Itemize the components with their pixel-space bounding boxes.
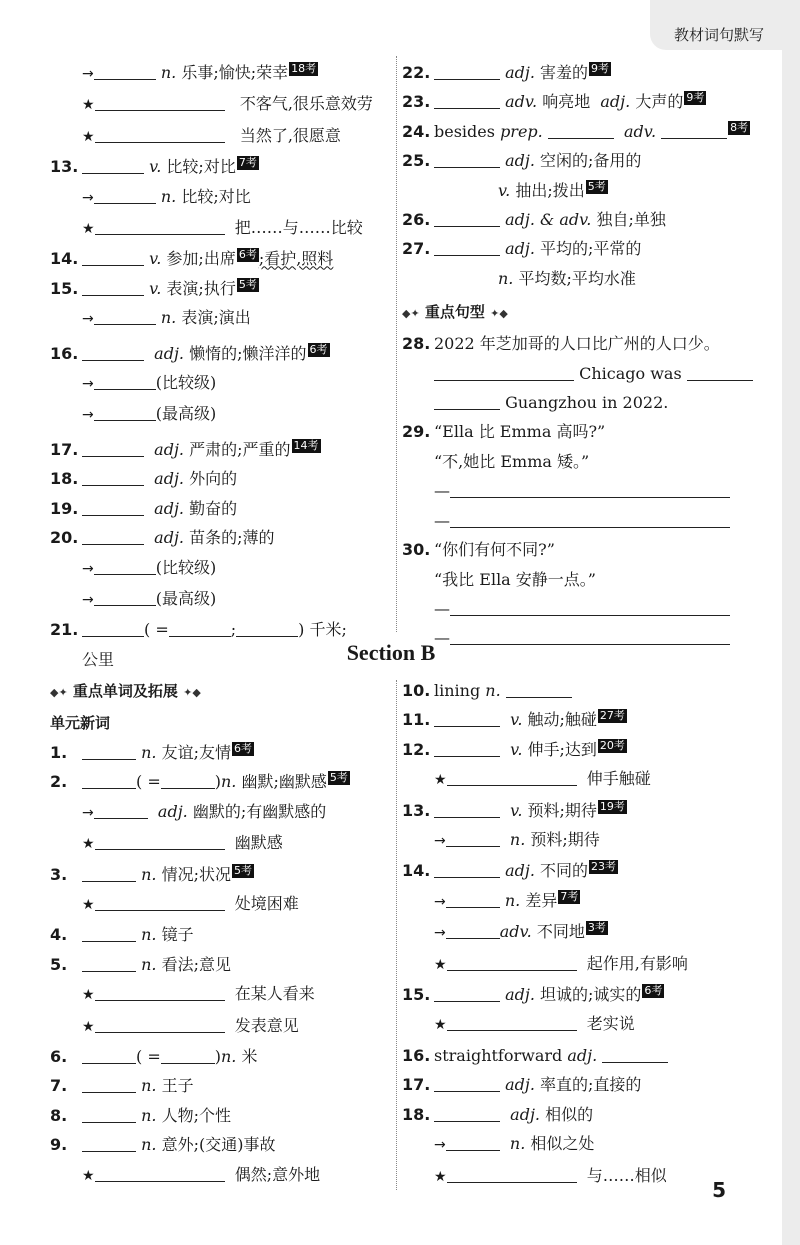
- sentence-row: —: [402, 476, 742, 505]
- answer-blank[interactable]: [82, 953, 136, 972]
- vocab-row: 13. v. 比较;对比 7考: [50, 156, 257, 177]
- answer-blank[interactable]: [434, 799, 500, 818]
- vocab-row: 18. adj. 相似的: [402, 1104, 594, 1124]
- answer-blank[interactable]: [82, 923, 136, 942]
- answer-blank[interactable]: [447, 952, 577, 971]
- answer-blank[interactable]: [94, 800, 148, 819]
- exam-count-badge: 6考: [238, 248, 257, 262]
- vocab-row: 公里: [82, 649, 115, 669]
- answer-blank[interactable]: [95, 1163, 225, 1182]
- exam-count-badge: 8考: [730, 120, 749, 134]
- vocab-row: 6. ( = )n. 米: [50, 1047, 258, 1067]
- answer-blank[interactable]: [95, 92, 225, 111]
- answer-blank[interactable]: [95, 892, 225, 911]
- vocab-row: 23. adv. 响亮地 adj. 大声的 9考: [402, 91, 705, 112]
- vocab-row: → n. 表演;演出: [82, 308, 251, 328]
- vocab-row: 24. besides prep. adv. 8考: [402, 120, 749, 141]
- sentence-row: 28. 2022 年芝加哥的人口比广州的人口少。: [402, 334, 720, 354]
- vocab-row: → (最高级): [82, 588, 217, 608]
- sentence-row: —: [402, 506, 742, 535]
- answer-blank[interactable]: [434, 738, 500, 757]
- exam-count-badge: 19考: [599, 799, 625, 813]
- vocab-row: 9. n. 意外;(交通)事故: [50, 1135, 276, 1155]
- vocab-row: 2. ( = )n. 幽默;幽默感 5考: [50, 771, 348, 792]
- answer-blank[interactable]: [434, 708, 500, 727]
- diamond-icon: ◆✦: [50, 686, 68, 699]
- exam-count-badge: 23考: [591, 860, 617, 874]
- column-divider: [396, 56, 397, 632]
- answer-blank[interactable]: [434, 1073, 500, 1092]
- answer-blank[interactable]: [82, 467, 144, 486]
- header-title: 教材词句默写: [674, 26, 765, 44]
- section-heading: ◆✦ 重点单词及拓展 ✦◆: [50, 682, 201, 700]
- vocab-row: → n. 预料;期待: [434, 830, 600, 850]
- answer-blank[interactable]: [95, 831, 225, 850]
- answer-blank[interactable]: [82, 497, 144, 516]
- vocab-row: 12. v. 伸手;达到 20考: [402, 738, 625, 759]
- vocab-row: 27. adj. 平均的;平常的: [402, 239, 642, 259]
- answer-blank[interactable]: [94, 185, 156, 204]
- exam-count-badge: 27考: [599, 709, 625, 723]
- answer-blank[interactable]: [434, 1103, 500, 1122]
- exam-count-badge: 6考: [233, 742, 252, 755]
- vocab-row: ★ 处境困难: [82, 894, 299, 914]
- vocab-row: 22. adj. 害羞的 9考: [402, 62, 610, 82]
- vocab-row: 7. n. 王子: [50, 1076, 194, 1096]
- vocab-row: ★ 偶然;意外地: [82, 1164, 321, 1184]
- vocab-row: ★ 起作用,有影响: [434, 953, 688, 973]
- vocab-row: ★ 发表意见: [82, 1015, 299, 1035]
- vocab-row: 17. adj. 率直的;直接的: [402, 1075, 642, 1095]
- answer-blank[interactable]: [94, 402, 156, 421]
- answer-blank[interactable]: [82, 277, 144, 296]
- answer-blank[interactable]: [82, 1104, 136, 1123]
- vocab-row: 16. adj. 懒惰的;懒洋洋的 6考: [50, 342, 328, 363]
- answer-blank[interactable]: [450, 479, 730, 498]
- answer-blank[interactable]: [447, 767, 577, 786]
- vocab-row: → (最高级): [82, 404, 217, 424]
- right-top-column: [402, 58, 749, 653]
- vocab-row: 25. adj. 空闲的;备用的: [402, 151, 642, 171]
- vocab-row: 26. adj. & adv. 独自;单独: [402, 210, 666, 230]
- vocab-row: 15. v. 表演;执行 5考: [50, 277, 257, 298]
- answer-blank[interactable]: [82, 342, 144, 361]
- vocab-row: 13. v. 预料;期待 19考: [402, 799, 625, 820]
- vocab-row: 19. adj. 勤奋的: [50, 498, 238, 518]
- vocab-row: ★ 在某人看来: [82, 984, 315, 1004]
- answer-blank[interactable]: [447, 1164, 577, 1183]
- sentence-row: —: [402, 594, 742, 623]
- answer-blank[interactable]: [82, 741, 136, 760]
- exam-count-badge: 6考: [309, 342, 328, 356]
- vocab-row: → adj. 幽默的;有幽默感的: [82, 801, 327, 821]
- left-top-column: [50, 58, 390, 674]
- answer-blank[interactable]: [82, 438, 144, 457]
- answer-blank[interactable]: [94, 587, 156, 606]
- vocab-row: v. 抽出;拨出 5考: [498, 179, 606, 200]
- answer-blank[interactable]: [161, 1045, 215, 1064]
- answer-blank[interactable]: [446, 889, 500, 908]
- vocab-row: ★ 伸手触碰: [434, 769, 651, 789]
- left-bottom-column: [50, 676, 390, 1191]
- answer-blank[interactable]: [434, 237, 500, 256]
- vocab-row: → n. 比较;对比: [82, 186, 251, 206]
- answer-blank[interactable]: [82, 770, 136, 789]
- vocab-row: → adv. 不同地 3考: [434, 921, 606, 942]
- vocab-row: 10. lining n.: [402, 676, 742, 705]
- vocab-row: → (比较级): [82, 557, 217, 577]
- answer-blank[interactable]: [434, 149, 500, 168]
- answer-blank[interactable]: [434, 90, 500, 109]
- answer-blank[interactable]: [661, 120, 727, 139]
- vocab-row: 20. adj. 苗条的;薄的: [50, 528, 275, 548]
- sentence-row: —: [402, 623, 742, 652]
- answer-blank[interactable]: [434, 983, 500, 1002]
- answer-blank[interactable]: [434, 391, 500, 410]
- answer-blank[interactable]: [82, 247, 144, 266]
- vocab-row: → (比较级): [82, 373, 217, 393]
- section-heading: ◆✦ 重点句型 ✦◆: [402, 303, 508, 322]
- vocab-row: ★ 幽默感: [82, 833, 283, 853]
- vocab-row: 11. v. 触动;触碰 27考: [402, 709, 625, 730]
- sentence-row: “我比 Ella 安静一点。”: [434, 569, 596, 589]
- column-divider: [396, 680, 397, 1190]
- sentence-row: “不,她比 Emma 矮。”: [434, 451, 590, 471]
- answer-blank[interactable]: [82, 526, 144, 545]
- answer-blank[interactable]: [82, 618, 144, 637]
- vocab-row: 15. adj. 坦诚的;诚实的 6考: [402, 984, 663, 1005]
- answer-blank[interactable]: [548, 120, 614, 139]
- answer-blank[interactable]: [82, 863, 136, 882]
- answer-blank[interactable]: [94, 371, 156, 390]
- vocab-row: ★ 与……相似: [434, 1165, 667, 1185]
- exam-count-badge: 14考: [293, 438, 319, 452]
- answer-blank[interactable]: [434, 859, 500, 878]
- answer-blank[interactable]: [95, 124, 225, 143]
- exam-count-badge: 20考: [599, 738, 625, 752]
- sentence-row: 29. “Ella 比 Emma 高吗?”: [402, 422, 606, 442]
- sentence-row: 30. “你们有何不同?”: [402, 540, 555, 560]
- answer-blank[interactable]: [82, 155, 144, 174]
- answer-blank[interactable]: [450, 597, 730, 616]
- vocab-row: n. 平均数;平均水准: [498, 268, 636, 288]
- answer-blank[interactable]: [94, 306, 156, 325]
- section-title: Section B: [346, 640, 436, 665]
- answer-blank[interactable]: [446, 1132, 500, 1151]
- exam-count-badge: 6考: [644, 984, 663, 998]
- answer-blank[interactable]: [450, 509, 730, 528]
- exam-count-badge: 5考: [238, 277, 257, 291]
- vocab-row: ★ 把……与……比较: [82, 218, 363, 238]
- diamond-icon: ✦◆: [490, 307, 508, 321]
- vocab-row: 14. adj. 不同的 23考: [402, 860, 617, 881]
- vocab-row: 18. adj. 外向的: [50, 469, 238, 489]
- vocab-row: 21. ( = ; ) 千米;: [50, 620, 347, 640]
- exam-count-badge: 18考: [291, 62, 317, 75]
- answer-blank[interactable]: [82, 1133, 136, 1152]
- answer-blank[interactable]: [169, 618, 231, 637]
- vocab-row: 16. straightforward adj.: [402, 1041, 742, 1070]
- answer-blank[interactable]: [447, 1012, 577, 1031]
- header-tab: [650, 0, 800, 50]
- exam-count-badge: 5考: [587, 179, 606, 193]
- answer-blank[interactable]: [161, 770, 215, 789]
- answer-blank[interactable]: [687, 362, 753, 381]
- sentence-row: Chicago was: [402, 359, 742, 388]
- vocab-row: 17. adj. 严肃的;严重的 14考: [50, 438, 319, 459]
- vocab-row: ★ 不客气,很乐意效劳: [82, 94, 373, 114]
- exam-count-badge: 5考: [233, 863, 252, 877]
- sentence-row: Guangzhou in 2022.: [402, 388, 742, 417]
- answer-blank[interactable]: [95, 982, 225, 1001]
- diamond-icon: ◆✦: [402, 307, 420, 321]
- answer-blank[interactable]: [446, 920, 500, 939]
- answer-blank[interactable]: [602, 1044, 668, 1063]
- vocab-row: 14. v. 参加;出席 6考 ;看护,照料: [50, 248, 334, 269]
- page-number: 5: [712, 1178, 726, 1202]
- exam-count-badge: 9考: [591, 62, 610, 75]
- answer-blank[interactable]: [434, 208, 500, 227]
- vocab-row: ★ 老实说: [434, 1014, 635, 1034]
- answer-blank[interactable]: [446, 828, 500, 847]
- diamond-icon: ✦◆: [183, 686, 201, 699]
- vocab-row: ★ 当然了,很愿意: [82, 125, 341, 145]
- answer-blank[interactable]: [94, 556, 156, 575]
- exam-count-badge: 7考: [238, 156, 257, 170]
- right-bottom-column: [402, 676, 742, 1192]
- answer-blank[interactable]: [95, 1014, 225, 1033]
- answer-blank[interactable]: [94, 61, 156, 80]
- vocab-row: 4. n. 镜子: [50, 925, 194, 945]
- vocab-row: → n. 乐事;愉快;荣幸 18考: [82, 62, 317, 82]
- vocab-row: → n. 差异 7考: [434, 889, 579, 910]
- vocab-row: 5. n. 看法;意见: [50, 954, 231, 974]
- answer-blank[interactable]: [434, 61, 500, 80]
- vocab-row: → n. 相似之处: [434, 1134, 595, 1154]
- vocab-row: 1. n. 友谊;友情 6考: [50, 742, 252, 762]
- vocab-row: 8. n. 人物;个性: [50, 1105, 231, 1125]
- answer-blank[interactable]: [434, 362, 574, 381]
- exam-count-badge: 9考: [686, 91, 705, 105]
- exam-count-badge: 7考: [560, 889, 579, 903]
- answer-blank[interactable]: [506, 679, 572, 698]
- subheading: 单元新词: [50, 714, 111, 732]
- answer-blank[interactable]: [236, 618, 298, 637]
- answer-blank[interactable]: [82, 1074, 136, 1093]
- exam-count-badge: 5考: [329, 771, 348, 785]
- vocab-row: 3. n. 情况;状况 5考: [50, 863, 252, 884]
- answer-blank[interactable]: [82, 1045, 136, 1064]
- exam-count-badge: 3考: [587, 921, 606, 935]
- answer-blank[interactable]: [95, 216, 225, 235]
